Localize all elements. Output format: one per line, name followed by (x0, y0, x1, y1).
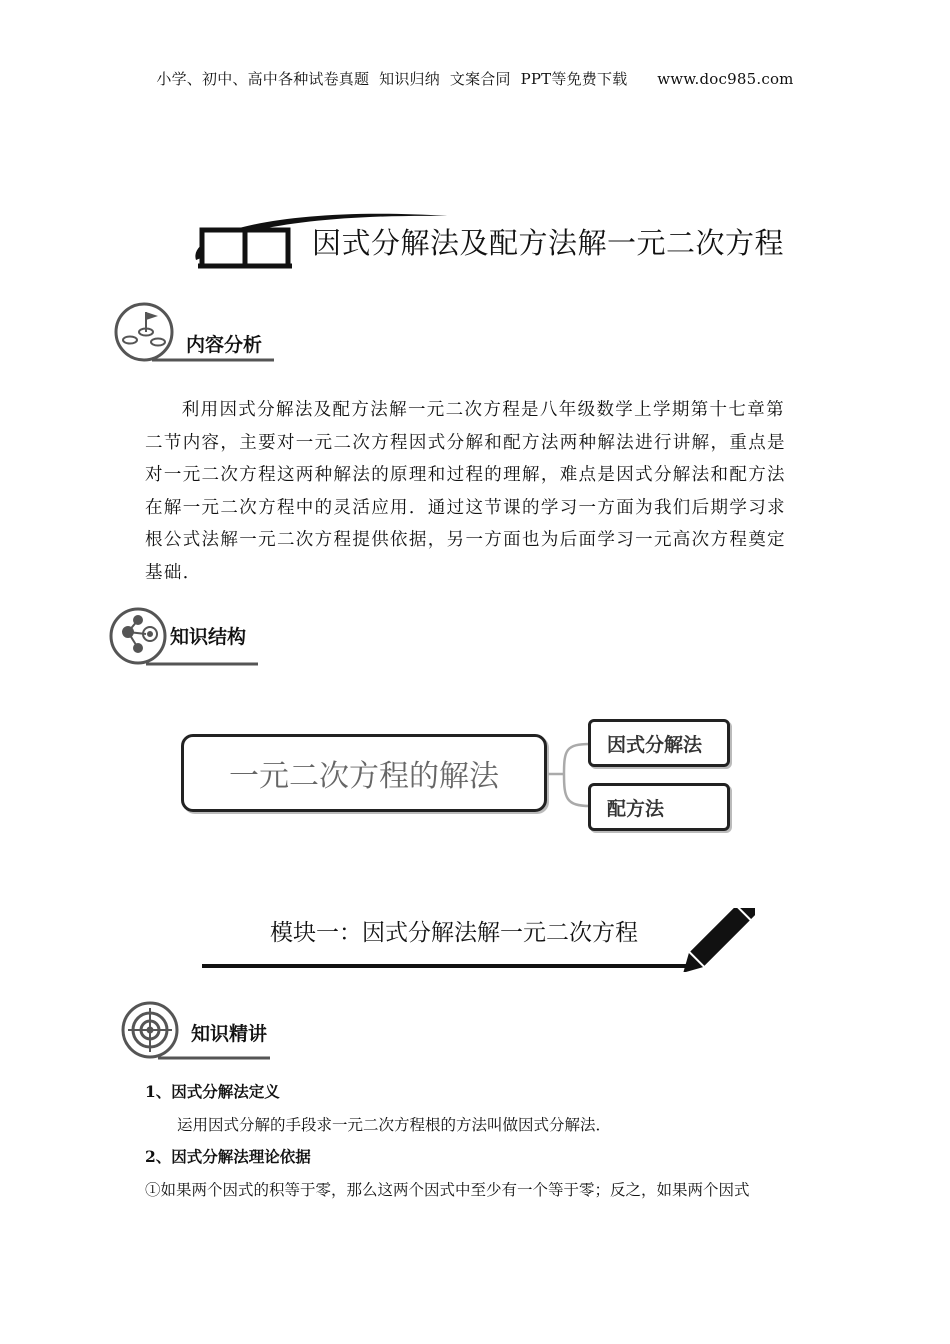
item-body-theory: ①如果两个因式的积等于零，那么这两个因式中至少有一个等于零；反之，如果两个因式 (145, 1181, 750, 1199)
intro-line: 二节内容，主要对一元二次方程因式分解和配方法两种解法进行讲解，重点是 (145, 432, 786, 453)
item-title-theory: 2、因式分解法理论依据 (145, 1147, 311, 1166)
module-title: 模块一：因式分解法解一元二次方程 (270, 920, 638, 946)
mindmap-child-completing-square: 配方法 (588, 783, 730, 831)
section-content-analysis: 内容分析 (186, 334, 263, 356)
mindmap-connector (546, 740, 594, 810)
item-body-definition: 运用因式分解的手段求一元二次方程根的方法叫做因式分解法． (177, 1116, 612, 1134)
mindmap-child-factorization: 因式分解法 (588, 719, 730, 767)
book-icon (198, 230, 292, 266)
page-title: 因式分解法及配方法解一元二次方程 (312, 226, 785, 260)
intro-line: 基础． (145, 562, 202, 583)
intro-line: 根公式法解一元二次方程提供依据，另一方面也为后面学习一元高次方程奠定 (145, 530, 786, 550)
intro-line: 在解一元二次方程中的灵活应用．通过这节课的学习一方面为我们后期学习求 (145, 497, 786, 518)
intro-line: 对一元二次方程这两种解法的原理和过程的理解，难点是因式分解法和配方法 (145, 465, 786, 485)
intro-line: 利用因式分解法及配方法解一元二次方程是八年级数学上学期第十七章第 (181, 400, 785, 420)
section-knowledge-structure: 知识结构 (170, 626, 247, 648)
section-knowledge-lecture: 知识精讲 (191, 1023, 268, 1045)
mindmap-root: 一元二次方程的解法 (181, 734, 547, 812)
pencil-icon (200, 908, 755, 972)
page-header: 小学、初中、高中各种试卷真题 知识归纳 文案合同 PPT等免费下载 www.doc985.com (156, 70, 794, 88)
item-title-definition: 1、因式分解法定义 (145, 1082, 280, 1101)
intro-paragraph (145, 394, 807, 589)
